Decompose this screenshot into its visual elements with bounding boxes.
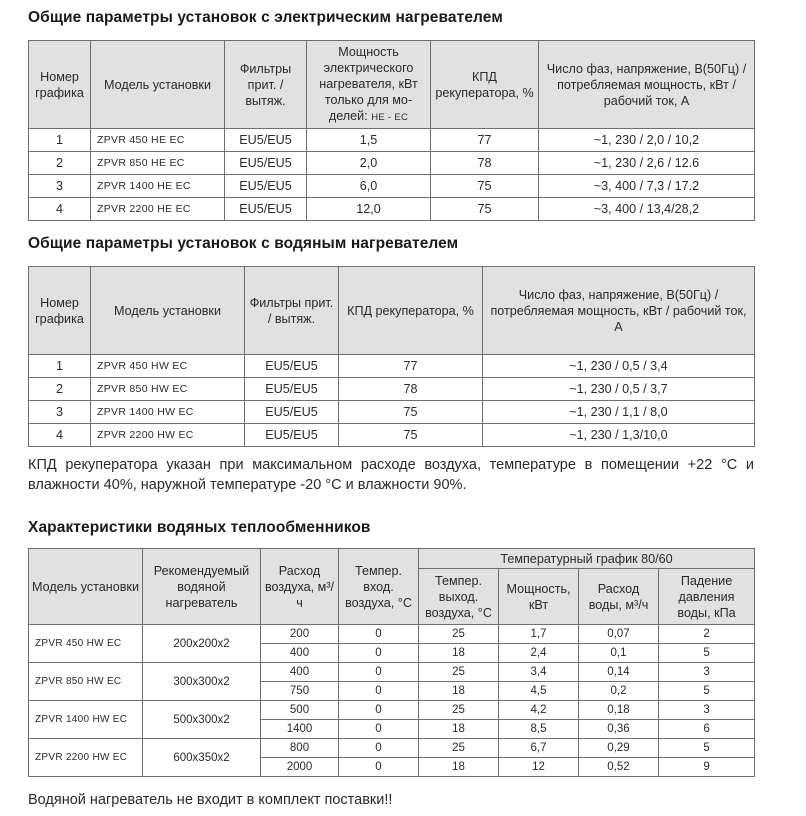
cell-air: 750 — [261, 682, 339, 701]
cell-kpd: 77 — [431, 129, 539, 152]
cell-air: 400 — [261, 663, 339, 682]
cell-water: 0,29 — [579, 739, 659, 758]
cell-temp-in: 0 — [339, 682, 419, 701]
power-header-text: Мощность электрического нагревателя, кВт только для мо-делей: — [319, 44, 418, 123]
cell-water: 0,52 — [579, 758, 659, 777]
cell-air: 500 — [261, 701, 339, 720]
cell-water: 0,07 — [579, 625, 659, 644]
cell-phase: ~1, 230 / 1,1 / 8,0 — [483, 401, 755, 424]
col-header-power — [307, 41, 431, 129]
cell-phase: ~1, 230 / 2,0 / 10,2 — [539, 129, 755, 152]
cell-air: 200 — [261, 625, 339, 644]
cell-kpd: 75 — [339, 401, 483, 424]
cell-filters: EU5/EU5 — [245, 355, 339, 378]
cell-heater: 600x350x2 — [143, 739, 261, 777]
supply-note: Водяной нагреватель не входит в комплект поставки!! — [28, 792, 393, 808]
cell-water: 0,2 — [579, 682, 659, 701]
cell-model: ZPVR 450 HW EC — [29, 625, 143, 663]
col-header-filters: Фильтры прит. / вытяж. — [225, 41, 307, 129]
cell-num: 4 — [29, 424, 91, 447]
cell-model: ZPVR 850 HW EC — [91, 378, 245, 401]
cell-power: 1,7 — [499, 625, 579, 644]
exchangers-table — [28, 548, 755, 777]
cell-phase: ~1, 230 / 0,5 / 3,7 — [483, 378, 755, 401]
cell-model: ZPVR 450 HW EC — [91, 355, 245, 378]
cell-heater: 500x300x2 — [143, 701, 261, 739]
cell-power: 1,5 — [307, 129, 431, 152]
table-row — [29, 739, 755, 758]
cell-power: 12 — [499, 758, 579, 777]
cell-water: 0,1 — [579, 644, 659, 663]
cell-power: 4,5 — [499, 682, 579, 701]
table-row — [29, 378, 755, 401]
cell-pressure: 6 — [659, 720, 755, 739]
cell-kpd: 75 — [431, 198, 539, 221]
cell-pressure: 5 — [659, 644, 755, 663]
kpd-note: КПД рекуператора указан при максимальном расходе воздуха, температуре в помещении +22 °С и влажности 40%, наружной температуре -20 °С и влажности 90%. — [28, 457, 754, 493]
table-row — [29, 424, 755, 447]
table-row — [29, 701, 755, 720]
cell-model: ZPVR 2200 HW EC — [91, 424, 245, 447]
cell-model: ZPVR 2200 HW EC — [29, 739, 143, 777]
cell-phase: ~3, 400 / 7,3 / 17.2 — [539, 175, 755, 198]
cell-water: 0,36 — [579, 720, 659, 739]
water-units-table — [28, 266, 755, 447]
col-header-water: Расход воды, м³/ч — [579, 569, 659, 625]
cell-power: 8,5 — [499, 720, 579, 739]
cell-power: 4,2 — [499, 701, 579, 720]
col-header-air: Расход воздуха, м³/ч — [261, 549, 339, 625]
cell-filters: EU5/EU5 — [225, 129, 307, 152]
table-row — [29, 355, 755, 378]
cell-num: 2 — [29, 152, 91, 175]
col-header-kpd: КПД рекуператора, % — [339, 267, 483, 355]
cell-model: ZPVR 1400 HE EC — [91, 175, 225, 198]
section-title-water: Общие параметры установок с водяным нагревателем — [28, 235, 459, 252]
cell-pressure: 3 — [659, 663, 755, 682]
cell-kpd: 75 — [339, 424, 483, 447]
cell-model: ZPVR 1400 HW EC — [29, 701, 143, 739]
cell-heater: 200x200x2 — [143, 625, 261, 663]
cell-temp-out: 25 — [419, 663, 499, 682]
cell-power: 6,0 — [307, 175, 431, 198]
cell-power: 12,0 — [307, 198, 431, 221]
cell-temp-in: 0 — [339, 739, 419, 758]
cell-pressure: 5 — [659, 682, 755, 701]
cell-model: ZPVR 1400 HW EC — [91, 401, 245, 424]
col-header-model: Модель установки — [29, 549, 143, 625]
cell-filters: EU5/EU5 — [245, 378, 339, 401]
col-header-model: Модель установки — [91, 267, 245, 355]
col-header-temp-out: Темпер. выход. воздуха, °С — [419, 569, 499, 625]
cell-temp-out: 18 — [419, 644, 499, 663]
section-title-electric: Общие параметры установок с электрическим нагревателем — [28, 9, 503, 26]
cell-air: 2000 — [261, 758, 339, 777]
section-title-exchangers: Характеристики водяных теплообменников — [28, 519, 371, 536]
cell-air: 800 — [261, 739, 339, 758]
power-header-note: HE - EC — [371, 111, 409, 123]
cell-num: 1 — [29, 355, 91, 378]
cell-model: ZPVR 450 HE EC — [91, 129, 225, 152]
col-header-num: Номер графика — [29, 267, 91, 355]
table-row — [29, 175, 755, 198]
cell-kpd: 75 — [431, 175, 539, 198]
cell-temp-in: 0 — [339, 644, 419, 663]
cell-pressure: 5 — [659, 739, 755, 758]
cell-temp-in: 0 — [339, 663, 419, 682]
col-header-kpd: КПД рекуператора, % — [431, 41, 539, 129]
col-header-model: Модель установки — [91, 41, 225, 129]
cell-filters: EU5/EU5 — [245, 401, 339, 424]
cell-power: 6,7 — [499, 739, 579, 758]
col-header-heater: Рекомендуемый водяной нагреватель — [143, 549, 261, 625]
cell-num: 3 — [29, 401, 91, 424]
cell-temp-out: 25 — [419, 625, 499, 644]
table-row — [29, 625, 755, 644]
cell-kpd: 78 — [431, 152, 539, 175]
table-row — [29, 129, 755, 152]
cell-pressure: 3 — [659, 701, 755, 720]
cell-filters: EU5/EU5 — [225, 175, 307, 198]
cell-temp-out: 25 — [419, 739, 499, 758]
table-row — [29, 401, 755, 424]
cell-phase: ~1, 230 / 2,6 / 12.6 — [539, 152, 755, 175]
cell-power: 2,4 — [499, 644, 579, 663]
cell-power: 2,0 — [307, 152, 431, 175]
cell-temp-in: 0 — [339, 720, 419, 739]
col-header-num: Номер графика — [29, 41, 91, 129]
cell-kpd: 78 — [339, 378, 483, 401]
cell-air: 1400 — [261, 720, 339, 739]
cell-pressure: 9 — [659, 758, 755, 777]
cell-num: 2 — [29, 378, 91, 401]
cell-model: ZPVR 850 HE EC — [91, 152, 225, 175]
col-header-power: Мощность, кВт — [499, 569, 579, 625]
table-row — [29, 663, 755, 682]
cell-water: 0,18 — [579, 701, 659, 720]
cell-num: 3 — [29, 175, 91, 198]
cell-temp-out: 18 — [419, 720, 499, 739]
cell-pressure: 2 — [659, 625, 755, 644]
cell-model: ZPVR 850 HW EC — [29, 663, 143, 701]
col-header-phase: Число фаз, напряжение, В(50Гц) / потребляемая мощность, кВт / рабочий ток, А — [539, 41, 755, 129]
col-header-graph: Температурный график 80/60 — [419, 549, 755, 569]
cell-temp-in: 0 — [339, 701, 419, 720]
cell-temp-out: 25 — [419, 701, 499, 720]
cell-power: 3,4 — [499, 663, 579, 682]
col-header-temp-in: Темпер. вход. воздуха, °С — [339, 549, 419, 625]
col-header-phase: Число фаз, напряжение, В(50Гц) / потребляемая мощность, кВт / рабочий ток, А — [483, 267, 755, 355]
cell-filters: EU5/EU5 — [245, 424, 339, 447]
cell-phase: ~1, 230 / 1,3/10,0 — [483, 424, 755, 447]
cell-air: 400 — [261, 644, 339, 663]
cell-temp-in: 0 — [339, 758, 419, 777]
table-row — [29, 198, 755, 221]
table-row — [29, 152, 755, 175]
col-header-pressure: Падение давления воды, кПа — [659, 569, 755, 625]
cell-phase: ~1, 230 / 0,5 / 3,4 — [483, 355, 755, 378]
cell-temp-out: 18 — [419, 682, 499, 701]
col-header-filters: Фильтры прит. / вытяж. — [245, 267, 339, 355]
electric-units-table — [28, 40, 755, 221]
cell-num: 4 — [29, 198, 91, 221]
cell-temp-out: 18 — [419, 758, 499, 777]
cell-temp-in: 0 — [339, 625, 419, 644]
cell-filters: EU5/EU5 — [225, 198, 307, 221]
cell-phase: ~3, 400 / 13,4/28,2 — [539, 198, 755, 221]
cell-heater: 300x300x2 — [143, 663, 261, 701]
cell-filters: EU5/EU5 — [225, 152, 307, 175]
cell-num: 1 — [29, 129, 91, 152]
cell-model: ZPVR 2200 HE EC — [91, 198, 225, 221]
cell-water: 0,14 — [579, 663, 659, 682]
cell-kpd: 77 — [339, 355, 483, 378]
